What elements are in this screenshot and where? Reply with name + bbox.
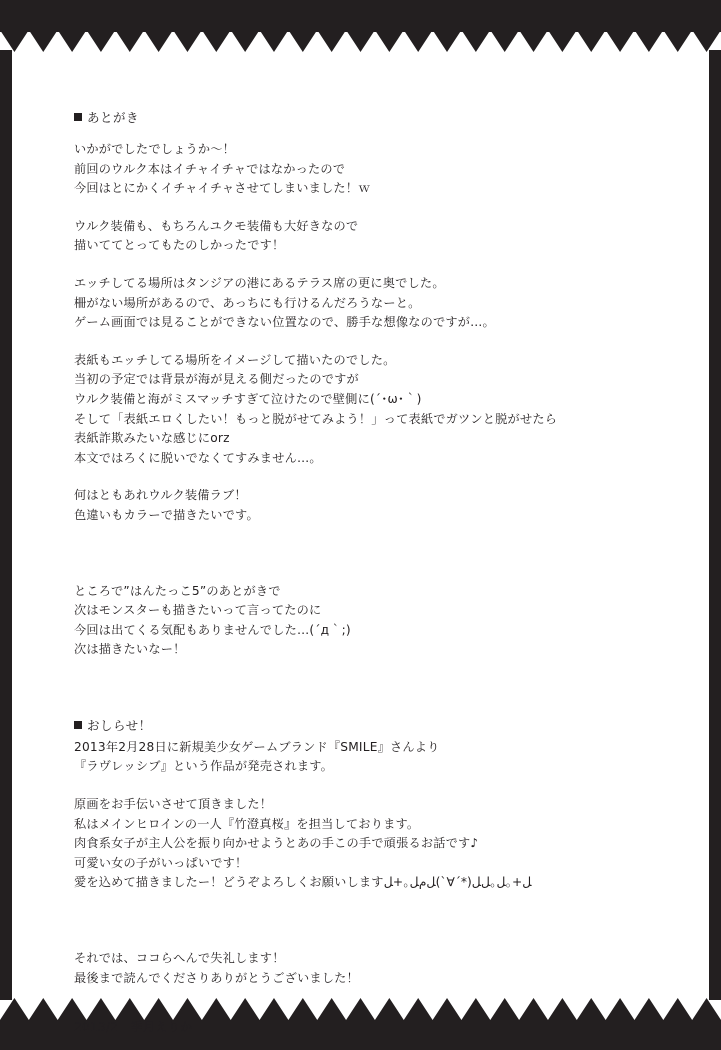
afterword-line: 何はともあれウルク装備ラブ！ <box>74 488 247 503</box>
left-frame-rail <box>0 50 12 1000</box>
afterword-line: いかがでしたでしょうか〜！ <box>74 142 236 156</box>
notice-paragraph-1 <box>74 738 654 777</box>
afterword-heading-label: あとがき <box>87 110 140 125</box>
afterword-line: エッチしてる場所はタンジアの港にあるテラス席の更に奥でした。 <box>74 275 445 290</box>
notice-line: 肉食系女子が主人公を振り向かせようとあの手この手で頑張るお話です♪ <box>74 836 479 851</box>
afterword-line: ゲーム画面では見ることができない位置なので、勝手な想像なのですが…。 <box>74 315 495 330</box>
afterword-line: ウルク装備も、もちろんユクモ装備も大好きなので <box>74 218 359 233</box>
notice-heading-label: おしらせ！ <box>87 717 152 733</box>
afterword-line: 表紙もエッチしてる場所をイメージして描いたのでした。 <box>74 352 396 367</box>
notice-line: 原画をお手伝いさせて頂きました！ <box>74 797 273 812</box>
afterword-line: 本文ではろくに脱いでなくてすみません…。 <box>74 450 322 465</box>
afterword-paragraph-6 <box>74 582 654 660</box>
afterword-paragraph-3 <box>74 274 654 333</box>
closing-line: 最後まで読んでくださりありがとうございました！ <box>74 970 359 985</box>
notice-paragraph-2 <box>74 795 654 893</box>
afterword-line: 当初の予定では背景が海が見える側だったのですが <box>74 372 359 387</box>
afterword-paragraph-4 <box>74 351 654 469</box>
afterword-line: 今回は出てくる気配もありませんでした…(´д｀;) <box>74 622 351 637</box>
signature: 2013/2 季月えりか <box>74 1020 193 1035</box>
sawtooth-top-decoration <box>0 30 721 52</box>
afterword-line: ところで”はんたっこ5”のあとがきで <box>74 583 281 598</box>
afterword-line: 次はモンスターも描きたいって言ってたのに <box>74 603 322 618</box>
afterword-paragraph-1 <box>74 140 654 199</box>
notice-line: 2013年2月28日に新規美少女ゲームブランド『SMILE』さんより <box>74 739 440 754</box>
closing-paragraph <box>74 949 654 988</box>
right-frame-rail <box>709 50 721 1000</box>
closing-line: それでは、ココらへんで失礼します！ <box>74 951 285 966</box>
afterword-line: 前回のウルク本はイチャイチャではなかったので <box>74 161 346 176</box>
afterword-line: 次は描きたいなー！ <box>74 642 186 657</box>
afterword-line: 今回はとにかくイチャイチャさせてしまいました！ｗ <box>74 181 371 196</box>
notice-line: 『ラヴレッシブ』という作品が発売されます。 <box>74 759 334 774</box>
afterword-line: 表紙詐欺みたいな感じにorz <box>74 431 230 446</box>
afterword-line: ウルク装備と海がミスマッチすぎて泣けたので壁側に(´･ω･｀) <box>74 391 422 406</box>
bullet-square-icon <box>74 721 82 729</box>
afterword-line: 柵がない場所があるので、あっちにも行けるんだろうなーと。 <box>74 295 421 310</box>
notice-heading <box>74 716 654 736</box>
afterword-line: そして「表紙エロくしたい！もっと脱がせてみよう！」って表紙でガツンと脱がせたら <box>74 411 558 426</box>
afterword-heading <box>74 108 654 128</box>
notice-line: 私はメインヒロインの一人『竹澄真桜』を担当しております。 <box>74 816 420 831</box>
afterword-paragraph-2 <box>74 217 654 256</box>
bullet-square-icon <box>74 113 82 121</box>
afterword-content <box>74 108 654 1038</box>
afterword-line: 描いててとってもたのしかったです！ <box>74 238 285 253</box>
notice-line: 可愛い女の子がいっぱいです！ <box>74 855 248 870</box>
notice-line: 愛を込めて描きましたー！どうぞよろしくお願いしますﻞ+｡ﻞ｡ﻞﻞ(*´∀`)ﻞﻡﻞ｡+ﻞ <box>74 875 532 890</box>
afterword-line: 色違いもカラーで描きたいです。 <box>74 507 259 522</box>
afterword-paragraph-5 <box>74 486 654 525</box>
